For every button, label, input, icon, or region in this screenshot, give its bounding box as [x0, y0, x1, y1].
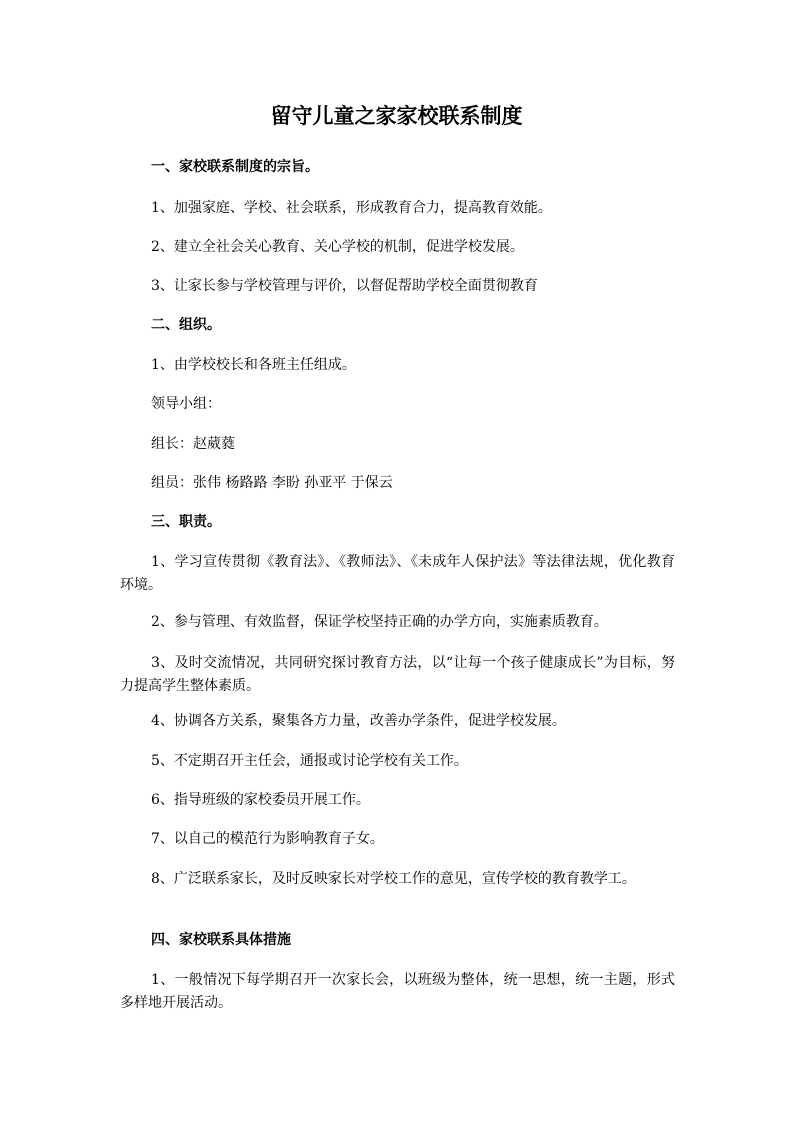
paragraph: 2、参与管理、有效监督，保证学校坚持正确的办学方向，实施素质教育。 — [151, 614, 608, 630]
section-heading-purpose: 一、家校联系制度的宗旨。 — [151, 159, 319, 175]
paragraph: 组员：张伟 杨路路 李盼 孙亚平 于保云 — [151, 475, 393, 491]
paragraph: 6、指导班级的家校委员开展工作。 — [151, 792, 370, 808]
paragraph: 组长：赵葳蕤 — [151, 436, 235, 452]
paragraph: 5、不定期召开主任会，通报或讨论学校有关工作。 — [151, 753, 468, 769]
paragraph: 3、让家长参与学校管理与评价，以督促帮助学校全面贯彻教育 — [151, 278, 538, 294]
paragraph: 3、及时交流情况，共同研究探讨教育方法，以“让每一个孩子健康成长”为目标，努力提高学生整体素质。 — [120, 655, 675, 694]
paragraph: 4、协调各方关系，聚集各方力量，改善办学条件，促进学校发展。 — [151, 713, 566, 729]
paragraph: 7、以自己的模范行为影响教育子女。 — [151, 831, 384, 847]
paragraph: 1、一般情况下每学期召开一次家长会，以班级为整体，统一思想，统一主题，形式多样地开展活动。 — [120, 972, 675, 1011]
paragraph: 1、由学校校长和各班主任组成。 — [151, 357, 356, 373]
paragraph: 8、广泛联系家长，及时反映家长对学校工作的意见，宣传学校的教育教学工。 — [151, 871, 636, 887]
paragraph: 1、学习宣传贯彻《教育法》、《教师法》、《未成年人保护法》等法律法规，优化教育环境。 — [120, 554, 675, 593]
paragraph: 领导小组： — [151, 396, 221, 412]
paragraph: 2、建立全社会关心教育、关心学校的机制，促进学校发展。 — [151, 239, 524, 255]
section-heading-measures: 四、家校联系具体措施 — [151, 932, 291, 948]
document-title: 留守儿童之家家校联系制度 — [270, 104, 523, 128]
section-heading-duties: 三、职责。 — [151, 514, 221, 530]
section-heading-organization: 二、组织。 — [151, 317, 221, 333]
paragraph: 1、加强家庭、学校、社会联系，形成教育合力，提高教育效能。 — [151, 200, 552, 216]
